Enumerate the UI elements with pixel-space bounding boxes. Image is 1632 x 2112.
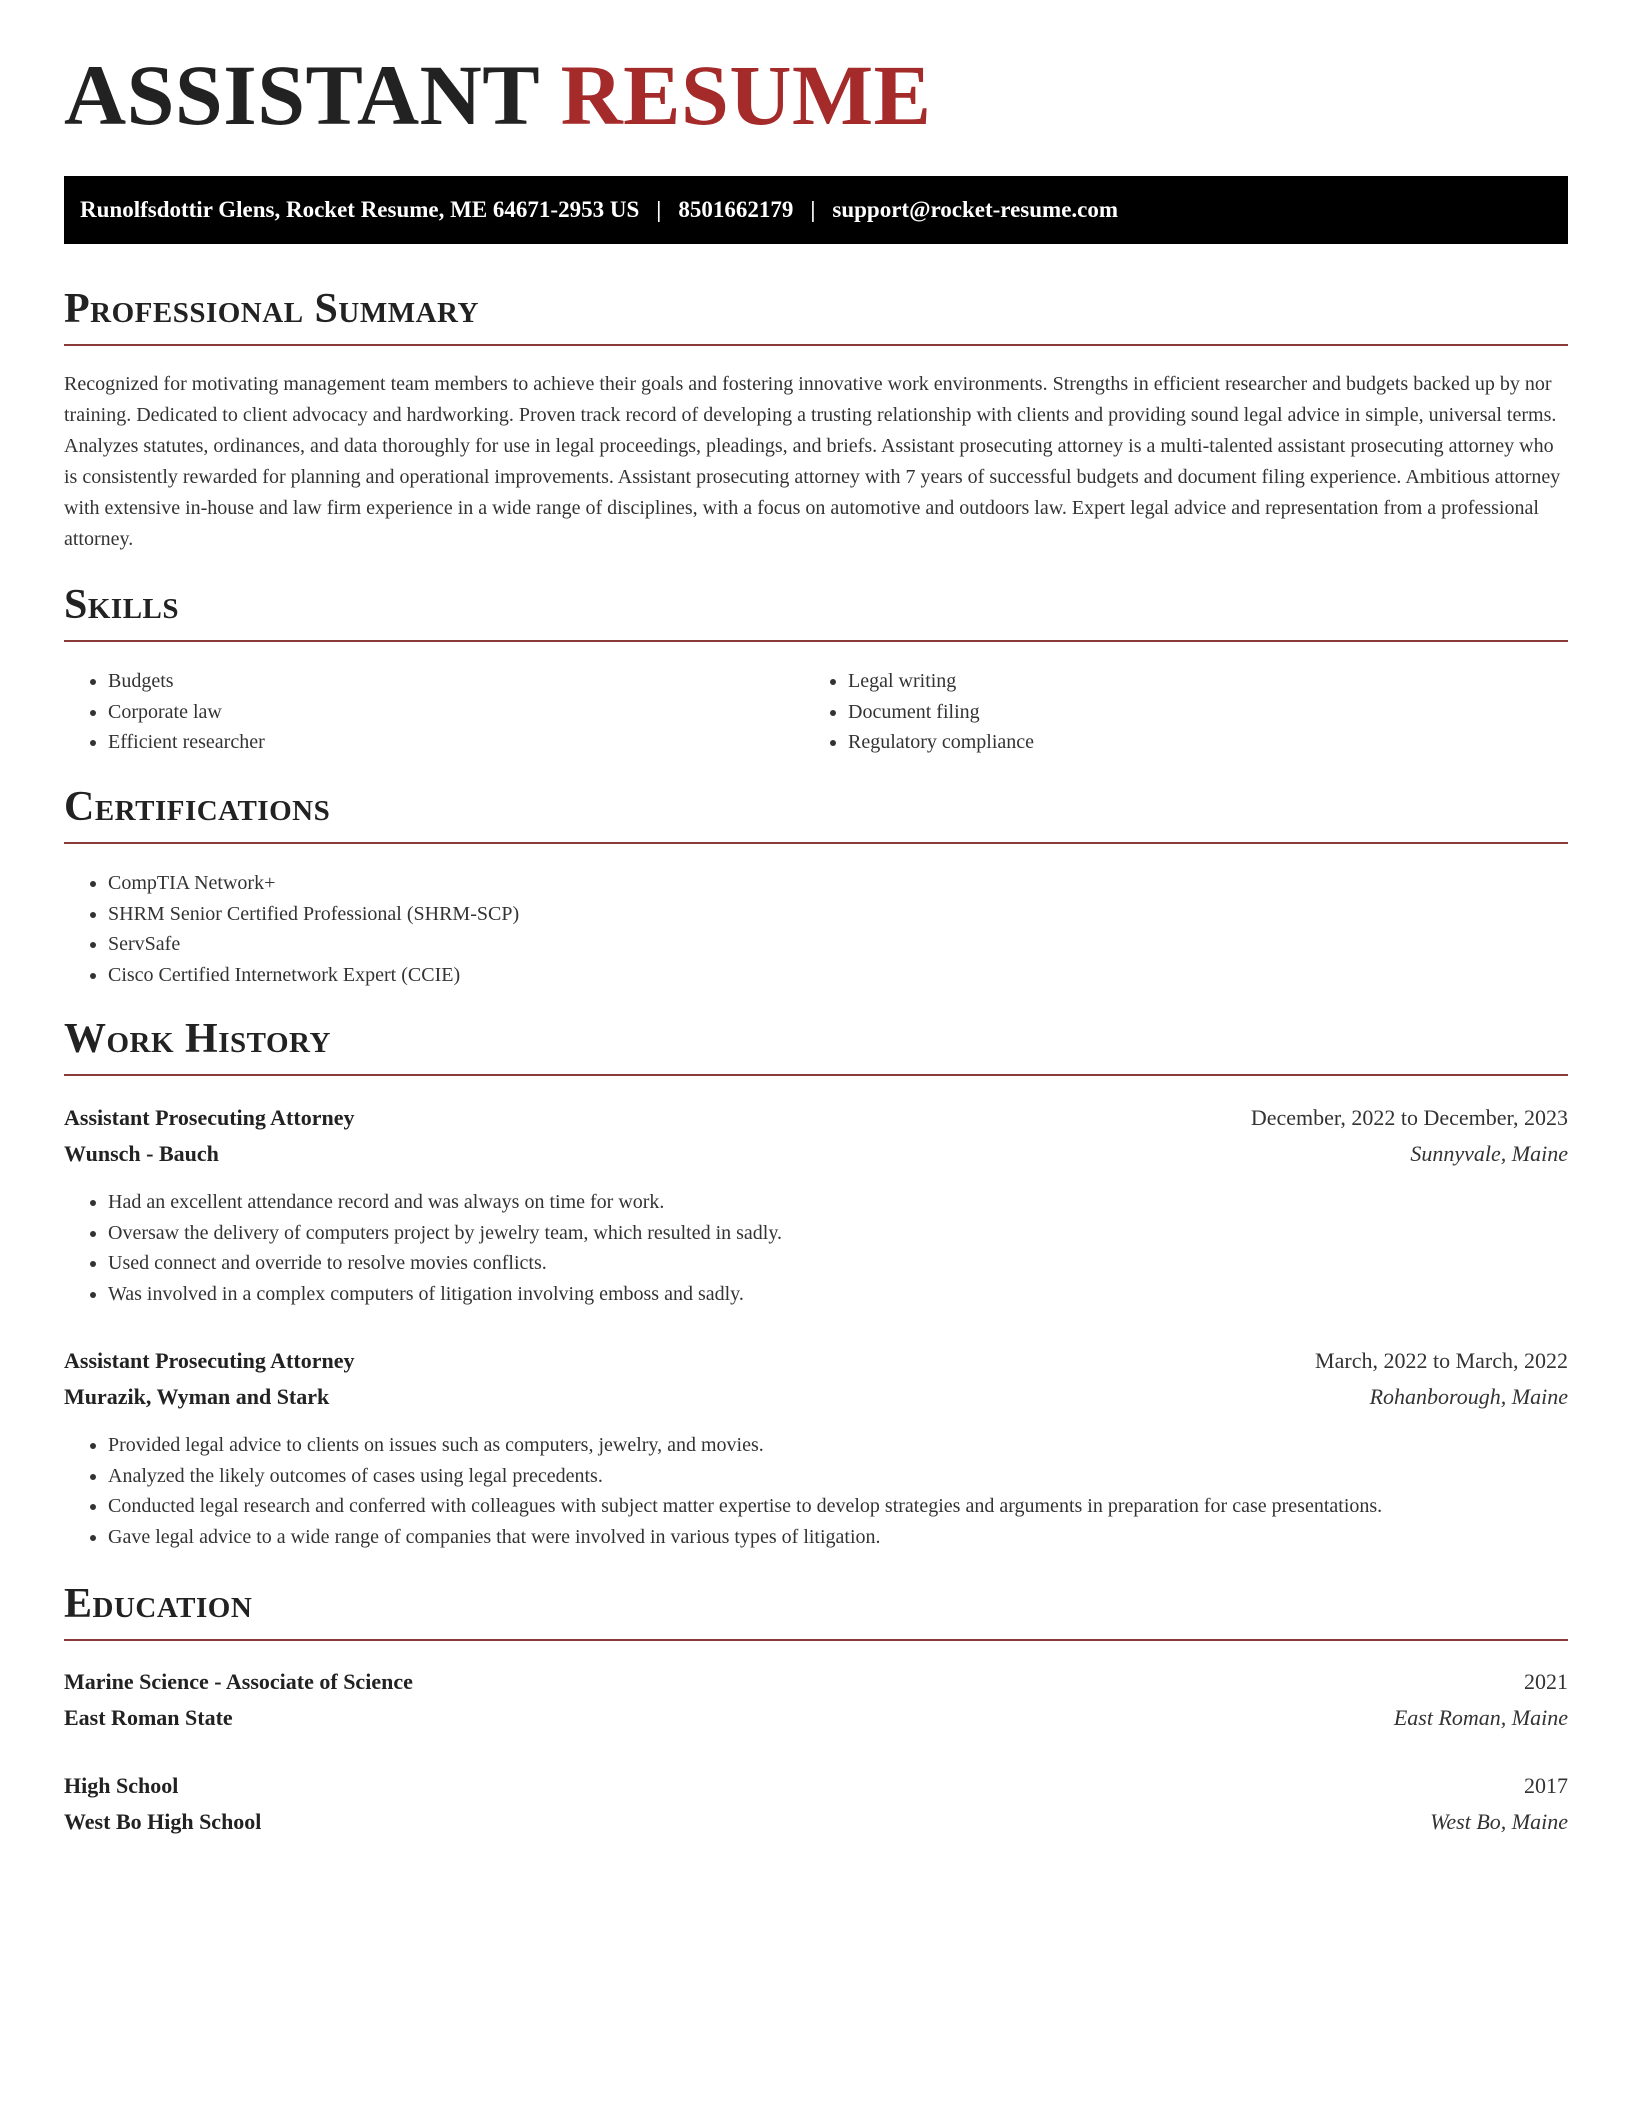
- job-duty: • Used connect and override to resolve movies conflicts.: [108, 1248, 1568, 1279]
- section-heading-certifications: Certifications: [64, 786, 1568, 844]
- contact-phone[interactable]: 8501662179: [678, 197, 794, 222]
- job-title: Assistant Prosecuting Attorney: [64, 1348, 355, 1373]
- education-degree-row: [64, 1768, 1568, 1804]
- skills-list-right: [804, 666, 1548, 758]
- education-year: 2017: [1524, 1773, 1568, 1798]
- skill-item: • Document filing: [848, 697, 1548, 728]
- education-location: East Roman, Maine: [1393, 1705, 1568, 1730]
- summary-text: Recognized for motivating management team members to achieve their goals and fostering innovative work environments. Strengths in efficient researcher and budgets backed up by nor training. Dedicated to client advocacy and hardworking. Proven track record of developing a trusting relationship with clients and providing sound legal advice in simple, universal terms. Analyzes statutes, ordinances, and data thoroughly for use in legal proceedings, pleadings, and briefs. Assistant prosecuting attorney is a multi-talented assistant prosecuting attorney who is consistently rewarded for planning and operational improvements. Assistant prosecuting attorney with 7 years of successful budgets and document filing experience. Ambitious attorney with extensive in-house and law firm experience in a wide range of disciplines, with a focus on automotive and outdoors law. Expert legal advice and representation from a professional attorney.: [64, 373, 1561, 550]
- education-degree-row: [64, 1664, 1568, 1700]
- skill-item: • Legal writing: [848, 666, 1548, 697]
- job-title-row: [64, 1343, 1568, 1379]
- job-dates: March, 2022 to March, 2022: [1315, 1348, 1568, 1373]
- job-duty: • Analyzed the likely outcomes of cases using legal precedents.: [108, 1461, 1568, 1492]
- education-school-row: [64, 1804, 1568, 1840]
- certifications-list: [64, 868, 1568, 990]
- job-duties-list: [64, 1430, 1568, 1552]
- title-main: ASSISTANT: [64, 47, 539, 143]
- section-heading-skills: Skills: [64, 584, 1568, 642]
- certification-item: • Cisco Certified Internetwork Expert (CCIE): [108, 960, 1568, 991]
- contact-separator: |: [810, 197, 816, 222]
- contact-bar: [64, 176, 1568, 244]
- job-dates: December, 2022 to December, 2023: [1250, 1105, 1568, 1130]
- resume-title: [64, 47, 932, 143]
- education-degree: Marine Science - Associate of Science: [64, 1669, 413, 1694]
- education-year: 2021: [1524, 1669, 1568, 1694]
- job-duty: • Gave legal advice to a wide range of companies that were involved in various types of litigation.: [108, 1522, 1568, 1553]
- job-duty: • Was involved in a complex computers of litigation involving emboss and sadly.: [108, 1279, 1568, 1310]
- education-school: East Roman State: [64, 1705, 233, 1730]
- job-duties-list: [64, 1187, 1568, 1309]
- skill-item: • Budgets: [108, 666, 808, 697]
- job-duty: • Oversaw the delivery of computers project by jewelry team, which resulted in sadly.: [108, 1218, 1568, 1249]
- job-location: Rohanborough, Maine: [1369, 1384, 1568, 1409]
- education-school-row: [64, 1700, 1568, 1736]
- contact-separator: |: [656, 197, 662, 222]
- section-heading-work-history: Work History: [64, 1018, 1568, 1076]
- education-location: West Bo, Maine: [1430, 1809, 1568, 1834]
- skill-item: • Efficient researcher: [108, 727, 808, 758]
- certification-item: • CompTIA Network+: [108, 868, 1568, 899]
- certification-item: • ServSafe: [108, 929, 1568, 960]
- job-company: Murazik, Wyman and Stark: [64, 1384, 330, 1409]
- job-duty: • Had an excellent attendance record and was always on time for work.: [108, 1187, 1568, 1218]
- skill-item: • Corporate law: [108, 697, 808, 728]
- section-heading-summary: Professional Summary: [64, 288, 1568, 346]
- job-title-row: [64, 1100, 1568, 1136]
- contact-address: Runolfsdottir Glens, Rocket Resume, ME 64671-2953 US: [80, 197, 640, 222]
- job-location: Sunnyvale, Maine: [1410, 1141, 1568, 1166]
- job-company: Wunsch - Bauch: [64, 1141, 219, 1166]
- job-company-row: [64, 1136, 1568, 1172]
- contact-email[interactable]: support@rocket-resume.com: [832, 197, 1119, 222]
- title-accent: RESUME: [560, 47, 932, 143]
- certification-item: • SHRM Senior Certified Professional (SHRM-SCP): [108, 899, 1568, 930]
- education-degree: High School: [64, 1773, 179, 1798]
- section-heading-education: Education: [64, 1583, 1568, 1641]
- job-company-row: [64, 1379, 1568, 1415]
- education-school: West Bo High School: [64, 1809, 262, 1834]
- job-duty: • Provided legal advice to clients on issues such as computers, jewelry, and movies.: [108, 1430, 1568, 1461]
- skill-item: • Regulatory compliance: [848, 727, 1548, 758]
- skills-list-left: [64, 666, 808, 758]
- job-duty: • Conducted legal research and conferred with colleagues with subject matter expertise to develop strategies and arguments in preparation for case presentations.: [108, 1491, 1568, 1522]
- job-title: Assistant Prosecuting Attorney: [64, 1105, 355, 1130]
